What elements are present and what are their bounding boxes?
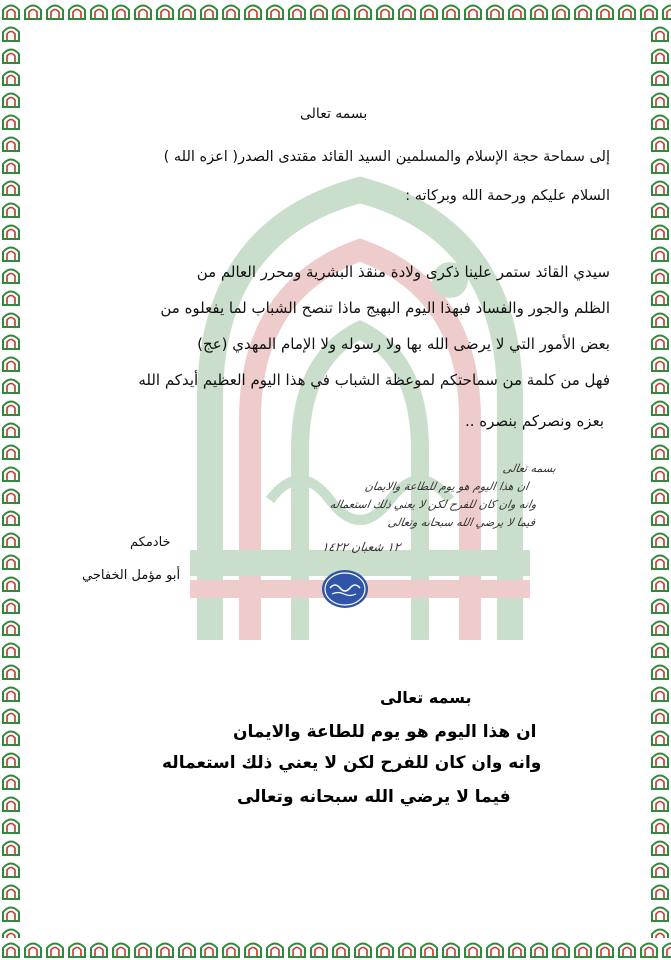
border-motif (2, 578, 20, 593)
handwritten-line: وانه وان كان للفرح لكن لا يعني ذلك استعماله (328, 498, 538, 511)
border-motif (651, 358, 669, 373)
border-motif (651, 732, 669, 747)
border-motif (651, 424, 669, 439)
border-motif (2, 292, 20, 307)
border-motif (2, 468, 20, 483)
border-motif (2, 6, 20, 21)
border-motif (2, 380, 20, 395)
border-motif (662, 944, 671, 959)
border-motif (651, 50, 669, 65)
signer-name: أبو مؤمل الخفاجي (82, 568, 181, 583)
answer-title: بسمه تعالى (380, 688, 472, 707)
border-motif (2, 666, 20, 681)
border-motif (2, 732, 20, 747)
decorative-border-left (0, 22, 22, 938)
border-motif (651, 446, 669, 461)
border-motif (651, 886, 669, 901)
handwritten-line: ان هذا اليوم هو يوم للطاعة والايمان (363, 480, 530, 493)
border-motif (2, 116, 20, 131)
decorative-border-right (649, 22, 671, 938)
border-motif (651, 754, 669, 769)
border-motif (2, 138, 20, 153)
greeting-line: السلام عليكم ورحمة الله وبركاته : (405, 188, 610, 204)
border-motif (651, 842, 669, 857)
border-motif (651, 820, 669, 835)
border-motif (651, 72, 669, 87)
border-motif (640, 6, 658, 21)
answer-line: وانه وان كان للفرح لكن لا يعني ذلك استعماله (162, 753, 542, 773)
border-motif (2, 512, 20, 527)
border-motif (2, 908, 20, 923)
border-motif (2, 710, 20, 725)
border-motif (640, 944, 658, 959)
border-motif (651, 182, 669, 197)
border-motif (2, 424, 20, 439)
handwritten-line: فيما لا يرضي الله سبحانه وتعالى (386, 516, 537, 529)
border-motif (651, 116, 669, 131)
border-motif (651, 402, 669, 417)
border-motif (2, 688, 20, 703)
border-motif (2, 776, 20, 791)
border-motif (2, 622, 20, 637)
border-motif (651, 490, 669, 505)
border-motif (651, 94, 669, 109)
border-motif (2, 600, 20, 615)
body-line: بعزه ونصركم بنصره .. (464, 412, 604, 430)
border-motif (651, 534, 669, 549)
border-motif (2, 798, 20, 813)
border-motif (651, 578, 669, 593)
answer-line: ان هذا اليوم هو يوم للطاعة والايمان (233, 722, 537, 742)
addressee-line: إلى سماحة حجة الإسلام والمسلمين السيد القائد مقتدى الصدر( اعزه الله ) (163, 149, 610, 165)
border-motif (2, 402, 20, 417)
border-motif (651, 864, 669, 879)
border-motif (2, 864, 20, 879)
border-motif (651, 644, 669, 659)
border-motif (618, 944, 636, 959)
border-motif (2, 72, 20, 87)
border-motif (2, 358, 20, 373)
body-line: بعض الأمور التي لا يرضى الله بها ولا رسوله ولا الإمام المهدي (عج) (197, 335, 610, 353)
border-motif (651, 292, 669, 307)
border-motif (651, 600, 669, 615)
border-motif (2, 644, 20, 659)
border-motif (651, 248, 669, 263)
border-motif (651, 226, 669, 241)
border-motif (651, 468, 669, 483)
letter-basmala: بسمه تعالى (300, 106, 368, 122)
border-motif (2, 842, 20, 857)
border-motif (651, 336, 669, 351)
body-line: الظلم والجور والفساد فبهذا اليوم البهيج ماذا تنصح الشباب لما يفعلوه من (160, 299, 610, 317)
border-motif (2, 754, 20, 769)
border-motif (2, 226, 20, 241)
border-motif (2, 270, 20, 285)
border-motif (2, 204, 20, 219)
border-motif (2, 336, 20, 351)
handwritten-date: ١٢ شعبان ١٤٢٢ (321, 540, 402, 554)
border-motif (651, 160, 669, 175)
border-motif (2, 28, 20, 43)
border-motif (2, 182, 20, 197)
border-motif (2, 490, 20, 505)
border-motif (651, 710, 669, 725)
signoff: خادمكم (130, 535, 171, 550)
border-motif (2, 446, 20, 461)
body-line: فهل من كلمة من سماحتكم لموعظة الشباب في هذا اليوم العظيم أيدكم الله (138, 371, 610, 389)
border-motif (651, 666, 669, 681)
border-motif (651, 556, 669, 571)
border-motif (651, 776, 669, 791)
border-motif (651, 622, 669, 637)
border-motif (651, 930, 669, 939)
border-motif (618, 6, 636, 21)
border-motif (2, 534, 20, 549)
border-motif (651, 908, 669, 923)
border-motif (651, 798, 669, 813)
border-motif (651, 204, 669, 219)
handwritten-line: بسمه تعالى (501, 462, 558, 475)
office-seal-stamp (320, 568, 370, 610)
border-motif (2, 160, 20, 175)
border-motif (651, 314, 669, 329)
border-motif (2, 930, 20, 939)
border-motif (651, 270, 669, 285)
border-motif (2, 556, 20, 571)
border-motif (651, 138, 669, 153)
border-motif (2, 314, 20, 329)
answer-line: فيما لا يرضي الله سبحانه وتعالى (237, 787, 511, 807)
border-motif (651, 688, 669, 703)
border-motif (662, 6, 671, 21)
body-line: سيدي القائد ستمر علينا ذكرى ولادة منقذ البشرية ومحرر العالم من (196, 263, 610, 281)
border-motif (2, 50, 20, 65)
border-motif (651, 28, 669, 43)
border-motif (651, 512, 669, 527)
border-motif (651, 380, 669, 395)
border-motif (2, 886, 20, 901)
border-motif (2, 944, 20, 959)
border-motif (2, 94, 20, 109)
border-motif (2, 820, 20, 835)
border-motif (2, 248, 20, 263)
